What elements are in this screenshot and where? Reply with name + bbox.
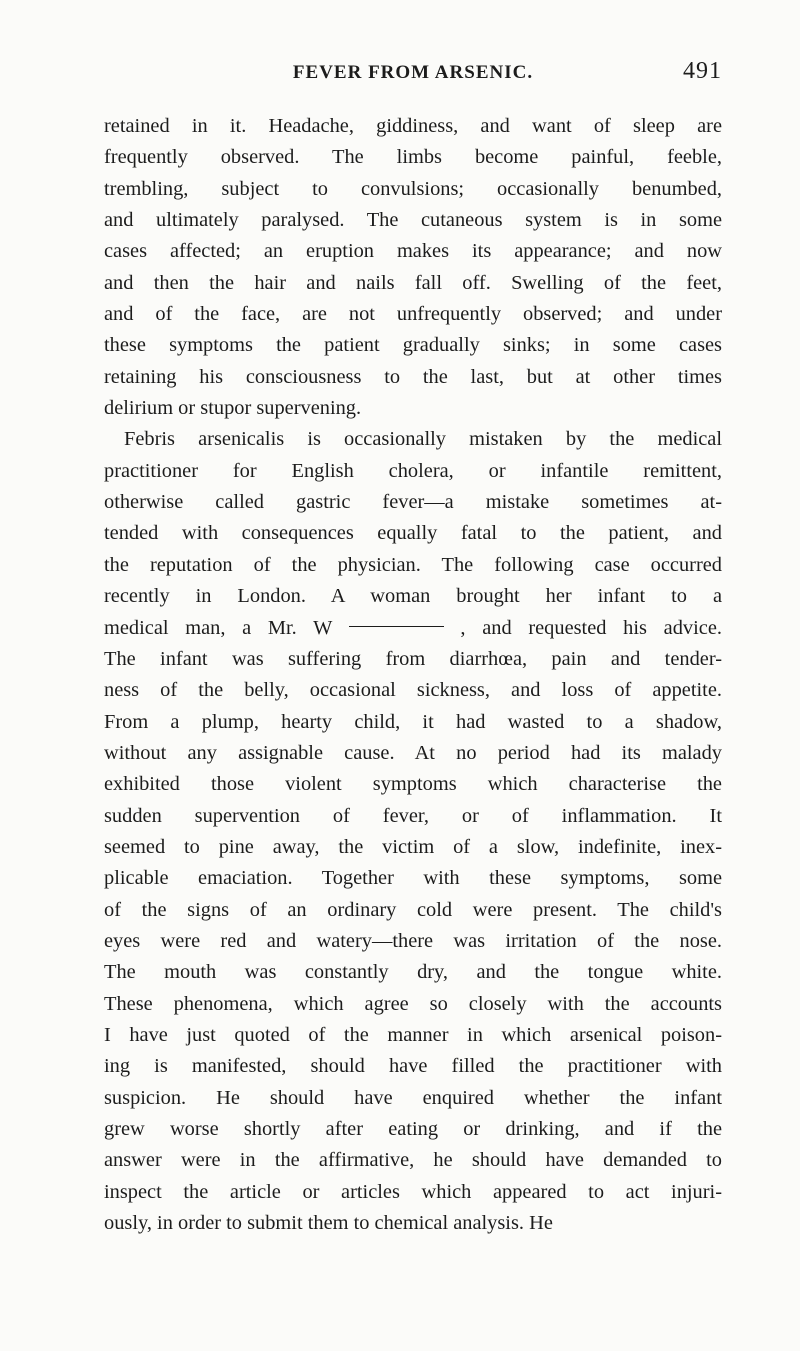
- text-line: eyes were red and watery—there was irritation of the nose.: [104, 929, 722, 952]
- text-line: answer were in the affirmative, he should have demanded to: [104, 1149, 722, 1172]
- text-line: these symptoms the patient gradually sinks; in some cases: [104, 334, 722, 357]
- text-line: trembling, subject to convulsions; occasionally benumbed,: [104, 177, 722, 200]
- text-line: without any assignable cause. At no period had its malady: [104, 741, 722, 764]
- paragraph-end-line: delirium or stupor supervening.: [104, 397, 362, 420]
- text-line: grew worse shortly after eating or drinking, and if the: [104, 1118, 722, 1140]
- text-line: and ultimately paralysed. The cutaneous system is in some: [104, 209, 722, 232]
- text-line: exhibited those violent symptoms which characterise the: [104, 773, 722, 796]
- text-line: practitioner for English cholera, or infantile remittent,: [104, 459, 722, 482]
- text-line: inspect the article or articles which appeared to act injuri-: [104, 1180, 722, 1203]
- text-line: I have just quoted of the manner in which arsenical poison-: [104, 1023, 722, 1046]
- text-line: and then the hair and nails fall off. Swelling of the feet,: [104, 271, 722, 294]
- text-line: tended with consequences equally fatal to the patient, and: [104, 522, 722, 545]
- text-line: The infant was suffering from diarrhœa, pain and tender-: [104, 647, 722, 670]
- text-line: seemed to pine away, the victim of a slow, indefinite, inex-: [104, 835, 722, 858]
- running-head-title: FEVER FROM ARSENIC.: [292, 62, 534, 83]
- text-line: of the signs of an ordinary cold were present. The child's: [104, 898, 722, 921]
- running-head: [104, 58, 722, 92]
- name-omission-dash: [349, 626, 444, 627]
- text-line: and of the face, are not unfrequently observed; and under: [104, 303, 722, 326]
- text-line: sudden supervention of fever, or of inflammation. It: [104, 804, 722, 827]
- body-text: [104, 111, 722, 1239]
- page-number: 491: [683, 58, 722, 84]
- line-segment-before-dash: medical man, a Mr. W: [104, 616, 332, 639]
- line-segment-after-dash: , and requested his advice.: [460, 616, 722, 639]
- text-line: From a plump, hearty child, it had wasted to a shadow,: [104, 710, 722, 733]
- text-line: The mouth was constantly dry, and the tongue white.: [104, 961, 722, 984]
- text-line: the reputation of the physician. The following case occurred: [104, 553, 722, 576]
- text-line: retaining his consciousness to the last, but at other times: [104, 365, 722, 388]
- text-line: retained in it. Headache, giddiness, and want of sleep are: [104, 115, 722, 137]
- text-line: cases affected; an eruption makes its appearance; and now: [104, 240, 722, 263]
- paragraph-first-line: Febris arsenicalis is occasionally mistaken by the medical: [124, 428, 722, 451]
- text-line: otherwise called gastric fever—a mistake sometimes at-: [104, 491, 722, 514]
- text-line: ously, in order to submit them to chemical analysis. He: [104, 1212, 553, 1235]
- text-line: recently in London. A woman brought her infant to a: [104, 585, 722, 608]
- text-line-with-dash: [104, 613, 722, 644]
- text-line: frequently observed. The limbs become painful, feeble,: [104, 146, 722, 169]
- text-line: ing is manifested, should have filled the practitioner with: [104, 1055, 722, 1078]
- text-line: ness of the belly, occasional sickness, and loss of appetite.: [104, 679, 722, 702]
- text-line: plicable emaciation. Together with these symptoms, some: [104, 867, 722, 890]
- text-line: These phenomena, which agree so closely with the accounts: [104, 992, 722, 1015]
- text-line: suspicion. He should have enquired whether the infant: [104, 1086, 722, 1109]
